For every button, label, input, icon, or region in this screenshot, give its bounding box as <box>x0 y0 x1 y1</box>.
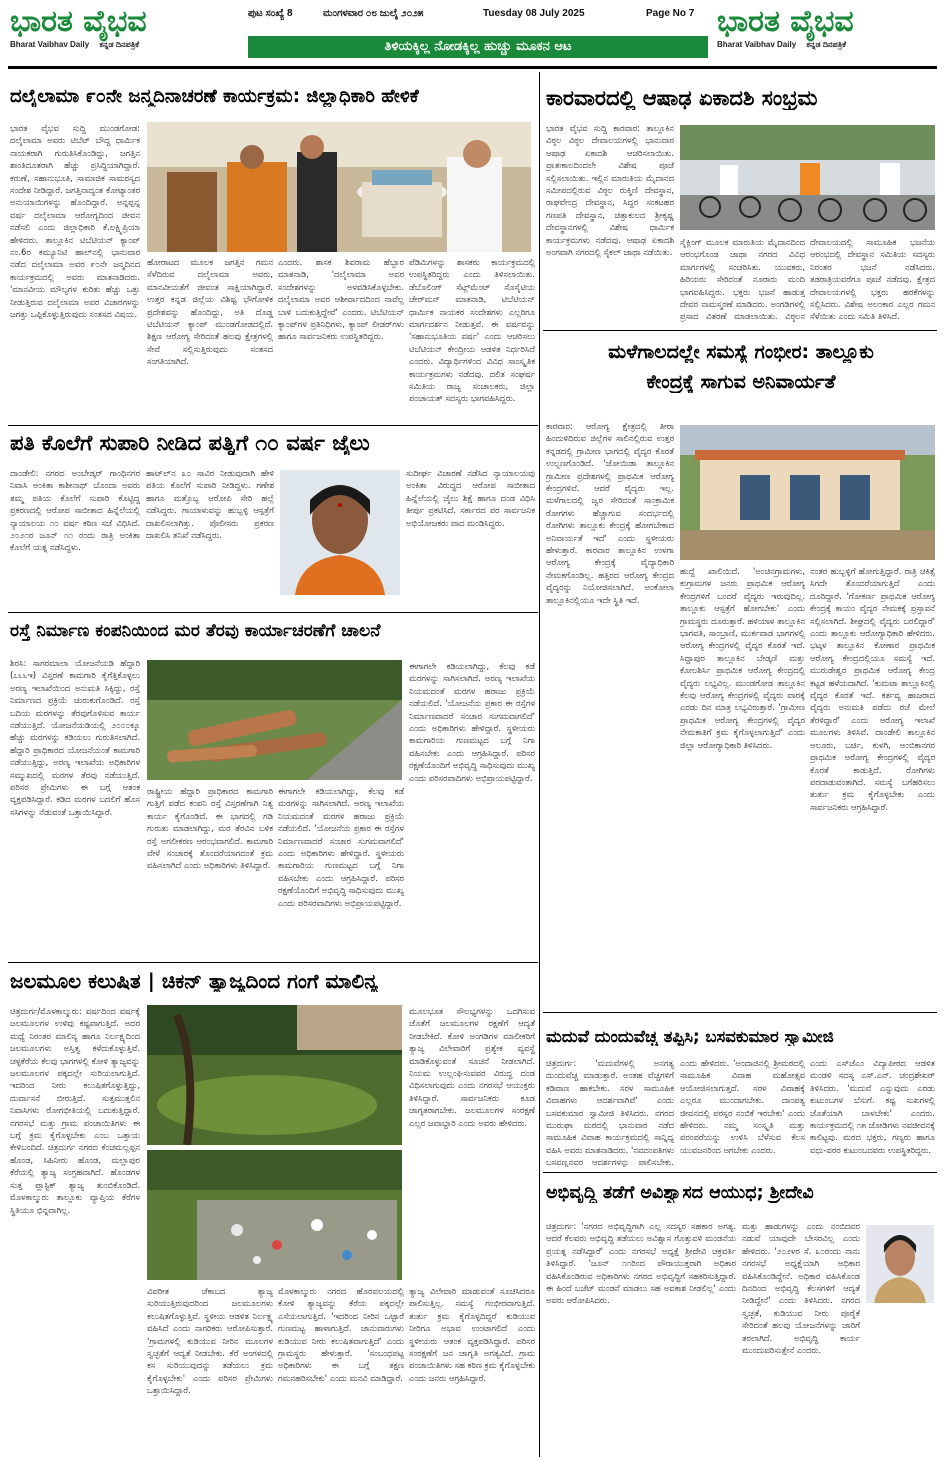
article-ashada-col1 <box>546 122 674 322</box>
article-health-col1 <box>546 420 674 955</box>
masthead-left <box>10 5 235 59</box>
masthead-title-right: ಭಾರತ ವೈಭವ <box>717 4 854 39</box>
article-tree-col3 <box>278 785 404 957</box>
masthead-title: ಭಾರತ ವೈಭವ <box>10 4 147 39</box>
article-dalai-lama-col5 <box>409 256 535 420</box>
article-text: ಭಾರತ ವೈಭವ ಸುದ್ದಿ ಕಾರವಾರ: ತಾಲ್ಲೂಕಿನ ವಿಠ್ಠಲ ವಿಠ್ಠಲ ದೇವಾಲಯಗಳಲ್ಲಿ ಭಾನುವಾರ ಆಷಾಢ ಏಕಾದಶಿ ಆಚರಿಸಲಾಯಿತು. ಪ್ರಾತಃಕಾಲದಿಂದಲೇ ವಿಶೇಷ ಪೂಜೆ ಸಲ್ಲಿಸಲಾಯಿತು. ಇಲ್ಲಿನ ಮಾರುತಿಯ ಮೈದಾನದ ಸಮೀಪದಲ್ಲಿರುವ ವಿಠ್ಠಲ ರುಕ್ಮಿಣಿ ದೇವಸ್ಥಾನ, ರಾಘವೇಂದ್ರ ದೇವಸ್ಥಾನ, ಸಿದ್ದರ ಸಂಕಟಹರ ಗಣಪತಿ ದೇವಸ್ಥಾನ, ಚಿತ್ತಾಕುಲದ ಶ್ರೀಕೃಷ್ಣ ದೇವಸ್ಥಾನಗಳಲ್ಲಿ ವಿಶೇಷ ಧಾರ್ಮಿಕ ಕಾರ್ಯಕ್ರಮಗಳು ನಡೆದವು. ಆಷಾಢ ಏಕಾದಶಿ ಅಂಗವಾಗಿ ನಗರದಲ್ಲಿ ಸೈಕಲ್‌ ಜಾಥಾ ನಡೆಯಿತು. <box>546 123 674 258</box>
article-water-col3 <box>278 1285 404 1455</box>
article-text: ಕಾರವಾರ: ಆರೋಗ್ಯ ಕ್ಷೇತ್ರದಲ್ಲಿ ತೀರಾ ಹಿಂದುಳಿದಿರುವ ಜಿಲ್ಲೆಗಳ ಸಾಲಿನಲ್ಲಿರುವ ಉತ್ತರ ಕನ್ನಡದಲ್ಲಿ ಗ್ರಾಮೀಣ ಭಾಗದಲ್ಲಿ ವೈದ್ಯರ ಕೊರತೆ ಉಲ್ಬಣಗೊಂಡಿದೆ. 'ಜೋಯಿಡಾ ತಾಲ್ಲೂಕಿನ ಗ್ರಾಮೀಣ ಪ್ರದೇಶಗಳಲ್ಲಿ ಪ್ರಾಥಮಿಕ ಆರೋಗ್ಯ ಕೇಂದ್ರಗಳಿವೆ. ಆದರೆ ವೈದ್ಯರು ಇಲ್ಲ. ಮಳೆಗಾಲದಲ್ಲಿ ಜ್ವರ ಸೇರಿದಂತೆ ಸಾಂಕ್ರಾಮಿಕ ರೋಗಗಳು ಹೆಚ್ಚಾಗುವ ಸಂದರ್ಭದಲ್ಲಿ ರೋಗಿಗಳು ತಾಲ್ಲೂಕು ಕೇಂದ್ರಕ್ಕೆ ಹೋಗಬೇಕಾದ ಅನಿವಾರ್ಯತೆ ಇದೆ' ಎಂದು ಸ್ಥಳೀಯರು ಹೇಳುತ್ತಾರೆ. ಕಾರವಾರ ತಾಲ್ಲೂಕಿನ ಉಳಗಾ ಆರೋಗ್ಯ ಕೇಂದ್ರಕ್ಕೆ ವೈದ್ಯಾಧಿಕಾರಿ ನೇಮಕಗೊಂಡಿಲ್ಲ. ಹತ್ತಿರದ ಆರೋಗ್ಯ ಕೇಂದ್ರದ ವೈದ್ಯರನ್ನು ನಿಯೋಜಿಸಲಾಗಿದೆ. ಅಂಕೋಲಾ ತಾಲ್ಲೂಕಿನಲ್ಲಿಯೂ ಇದೇ ಸ್ಥಿತಿ ಇದೆ. <box>546 421 674 605</box>
article-supari-col3 <box>406 467 535 607</box>
masthead-divider <box>8 66 937 69</box>
article-text: ಭಾರತ ವೈಭವ ಸುದ್ದಿ ಮುಂಡಗೋಡ: ದಲೈಲಾಮಾ ಅವರು ಟಿಬೆಟ್‌ ಬೌದ್ಧ ಧಾರ್ಮಿಕ ನಾಯಕರಾಗಿ ಗುರುತಿಸಿಕೊಂಡಿದ್ದು, ಜಗತ್ತಿನ ಶಾಂತಿದೂತರಾಗಿ ಹೆಚ್ಚು ಪ್ರಸಿದ್ಧಿಯಾಗಿದ್ದಾರೆ. ಕರುಣೆ, ಸಹಾನುಭೂತಿ, ಸಾಮಾಜಿಕ ಸಾಮರಸ್ಯದ ಸಂದೇಶ ನೀಡಿದ್ದಾರೆ. ಜಗತ್ತಿನಾದ್ಯಂತ ಕೋಟ್ಯಾಂತರ ಅನುಯಾಯಿಗಳನ್ನು ಹೊಂದಿದ್ದಾರೆ. ಅನ್ನಪ್ಪನ್ನ ವರ್ಷ ದಲೈಲಾಮಾ ಆರೋಗ್ಯದಿಂದ ಜೀವನ ನಡೆಸಲಿ ಎಂದು ಜಿಲ್ಲಾಧಿಕಾರಿ ಕೆ.ಲಕ್ಷ್ಮಿಪ್ರಿಯಾ ಹೇಳಿದರು. ತಾಲ್ಲೂಕಿನ ಟಿಬೆಟಿಯನ್‌ ಕ್ಯಾಂಪ್‌ ನಂ.6ರ ಕಮ್ಯೂನಿಟಿ ಹಾಲ್‌ನಲ್ಲಿ ಭಾನುವಾರ ನಡೆದ ದಲೈಲಾಮಾ ಅವರ ೯೦ನೇ ಜನ್ಮದಿನದ ಕಾರ್ಯಕ್ರಮದಲ್ಲಿ ಅವರು ಮಾತನಾಡಿದರು. 'ಮಾನವೀಯ ಮೌಲ್ಯಗಳ ಕುರಿತು ಹೆಚ್ಚು ಒತ್ತು ನೀಡುತ್ತಿರುವ ದಲೈಲಾಮಾ ಅವರ ವಿಚಾರಗಳನ್ನು ಜಗತ್ತು ಒಪ್ಪಿಕೊಳ್ಳುತ್ತಿರುವುದು ಸಂತಸದ ವಿಷಯ. <box>10 123 140 320</box>
masthead-subtitle-kn: ಕನ್ನಡ ದಿನಪತ್ರಿಕೆ <box>99 40 140 49</box>
article-marriage-col3 <box>810 1057 935 1167</box>
article-text: ಮೊಳಕಾಲ್ಮುರು ನಗರದ ಹೊರವಲಯದಲ್ಲಿ ಕೋಳಿ ತ್ಯಾಜ್ಯವನ್ನು ಕೆರೆಯ ಪಕ್ಕದಲ್ಲೇ ಎಸೆಯಲಾಗುತ್ತಿದೆ. 'ಇದರಿಂದ ನೀರಿನ ಒಟ್ಟಾರೆ ಗುಣಮಟ್ಟ ಹಾಳಾಗುತ್ತಿದೆ. ಜಾನುವಾರುಗಳು ಕುಡಿಯುವ ನೀರು ಕಲುಷಿತವಾಗುತ್ತಿದೆ' ಎಂದು ಗ್ರಾಮಸ್ಥರು ಹೇಳುತ್ತಾರೆ. 'ಸಂಬಂಧಪಟ್ಟ ಅಧಿಕಾರಿಗಳು ಈ ಬಗ್ಗೆ ತಕ್ಷಣ ಗಮನಹರಿಸಬೇಕು' ಎಂದು ಮನವಿ ಮಾಡಿದ್ದಾರೆ. <box>278 1286 404 1383</box>
article-tree-col2 <box>147 785 273 957</box>
section-divider <box>8 612 538 613</box>
article-dalai-lama-col1 <box>10 122 140 420</box>
article-text: ದಾಂಡೇಲಿ: ನಗರದ ಅಂಬೇಡ್ಕರ್‌ ಗಾಂಧಿನಗರ ನಿವಾಸಿ ಅಂಕಿತಾ ಕಾಶೀನಾಥ್‌ ಬೊಂದಾ ಅವರು ತಮ್ಮ ಪತಿಯ ಕೊಲೆಗೆ ಸುಪಾರಿ ಕೊಟ್ಟಿದ್ದ ಪ್ರಕರಣದಲ್ಲಿ ಆರೋಪ ಸಾಬೀತಾದ ಹಿನ್ನೆಲೆಯಲ್ಲಿ ನ್ಯಾಯಾಲಯ ೧೦ ವರ್ಷ ಕಠಿಣ ಸಜೆ ವಿಧಿಸಿದೆ. ೨೦೨೧ರ ಜೂನ್‌ ೧೧ ರಂದು ರಾತ್ರಿ ಅಂಕಿತಾ ಕೊಲೆಗೆ ಯತ್ನ ನಡೆಸಿದ್ದಳು. <box>10 468 140 553</box>
article-water-col5 <box>409 1285 535 1455</box>
article-text: ಸೈಕ್ಲಿಂಗ್‌ ಮೂಲಕ ಮಾರುತಿಯ ಮೈದಾನದಿಂದ ಆರಂಭಗೊಂಡ ಜಾಥಾ ನಗರದ ವಿವಿಧ ಮಾರ್ಗಗಳಲ್ಲಿ ಸಂಚರಿಸಿತು. ಯುವಕರು, ಹಿರಿಯರು ಸೇರಿದಂತೆ ನೂರಾರು ಮಂದಿ ಭಾಗವಹಿಸಿದ್ದರು. ಭಕ್ತರು ಭಜನೆ ಹಾಡುತ್ತ ದೇವರ ನಾಮಸ್ಮರಣೆ ಮಾಡಿದರು. ಅಂಗಡಿಗಳಲ್ಲಿ ಪ್ರಸಾದ ವಿತರಣೆ ಮಾಡಲಾಯಿತು. ವಿಠ್ಠಲನ <box>680 237 805 322</box>
issue-info-bar <box>248 8 708 24</box>
article-supari-col2 <box>146 467 274 607</box>
article-text: ರಾಷ್ಟ್ರೀಯ ಹೆದ್ದಾರಿ ಪ್ರಾಧಿಕಾರದ ಕಾಮಗಾರಿ ಗುತ್ತಿಗೆ ಪಡೆದ ಕಂಪನಿ ರಸ್ತೆ ವಿಸ್ತರಣೆಗಾಗಿ ನಿತ್ಯ ಕಾರ್ಯ ಕೈಗೊಂಡಿದೆ. ಈ ಭಾಗದಲ್ಲಿ ಗಡಿ ಗುರುತು ಮಾಡಲಾಗಿದ್ದು, ಮರ ತೆರವಿನ ಬಳಿಕ ರಸ್ತೆ ಅಗಲೀಕರಣ ಆರಂಭವಾಗಲಿದೆ. ಕಾಮಗಾರಿ ವೇಳೆ ಸಂಚಾರಕ್ಕೆ ತೊಂದರೆಯಾಗದಂತೆ ಕ್ರಮ ವಹಿಸಲಾಗಿದೆ ಎಂದು ಅಧಿಕಾರಿಗಳು ತಿಳಿಸಿದ್ದಾರೆ. <box>147 786 273 871</box>
photo-health-centre-building <box>680 425 935 560</box>
tagline-bar: ತಿಳಿಯಕ್ಕಿಲ್ಲ ನೋಡಕ್ಕಿಲ್ಲ ಹುಚ್ಚು ಮೂಕನ ಆಟ <box>248 36 708 58</box>
photo-dalai-lama-celebration <box>147 122 531 252</box>
article-text: ಎಂದು ಹೇಳಿದರು. 'ಅಂದಾಜಿನಲ್ಲಿ ಶ್ರೀಮಠದಲ್ಲಿ ಸಾಮೂಹಿಕ ವಿವಾಹ ಮಹೋತ್ಸವ ಆಯೋಜಿಸಲಾಗುತ್ತದೆ. ಸರಳ ವಿವಾಹಕ್ಕೆ ಎಲ್ಲರೂ ಮುಂದಾಗಬೇಕು. ದಾಂಪತ್ಯ ಜೀವನದಲ್ಲಿ ಪರಸ್ಪರ ನಂಬಿಕೆ ಇರಬೇಕು' ಎಂದು ಹೇಳಿದರು. ನಮ್ಮ ಸಂಸ್ಕೃತಿ ಮತ್ತು ಪರಂಪರೆಯನ್ನು ಉಳಿಸಿ ಬೆಳೆಸುವ ಕೆಲಸ ಯುವಜನರಿಂದ ಆಗಬೇಕು ಎಂದರು. <box>680 1058 805 1155</box>
article-dalai-lama-col2 <box>147 256 273 420</box>
article-text: ಚಿತ್ರದುರ್ಗ: 'ಮದುವೆಗಳಲ್ಲಿ ಅನಗತ್ಯ ದುಂದುವೆಚ್ಚ ಮಾಡುತ್ತಾರೆ. ಅಂತಹ ವೆಚ್ಚಗಳಿಗೆ ಕಡಿವಾಣ ಹಾಕಬೇಕು. ಸರಳ ಸಾಮೂಹಿಕ ವಿವಾಹಗಳು ಆದರ್ಶವಾಗಿವೆ' ಎಂದು ಬಸವಕುಮಾರ ಸ್ವಾಮೀಜಿ ತಿಳಿಸಿದರು. ನಗರದ ಮುರುಘಾ ಮಠದಲ್ಲಿ ಭಾನುವಾರ ನಡೆದ ಸಾಮೂಹಿಕ ವಿವಾಹ ಕಾರ್ಯಕ್ರಮದಲ್ಲಿ ಸಾನ್ನಿಧ್ಯ ವಹಿಸಿ ಅವರು ಮಾತನಾಡಿದರು. 'ನವದಂಪತಿಗಳು ಬಸವಣ್ಣನವರ ಆದರ್ಶಗಳನ್ನು ಪಾಲಿಸಬೇಕು. <box>546 1058 674 1167</box>
article-text: ತ್ಯಾಜ್ಯ ವಿಲೇವಾರಿ ಮಾಡುವಂತೆ ಸೂಚಿಸಿದರೂ ಪಾಲಿಸುತ್ತಿಲ್ಲ. ಸಮಸ್ಯೆ ಗಂಭೀರವಾಗುತ್ತಿದೆ. ತುರ್ತು ಕ್ರಮ ಕೈಗೊಳ್ಳದಿದ್ದರೆ ಕುಡಿಯುವ ನೀರಿಗೂ ಅಭಾವ ಉಂಟಾಗಲಿದೆ ಎಂದು ಸ್ಥಳೀಯರು ಆತಂಕ ವ್ಯಕ್ತಪಡಿಸಿದ್ದಾರೆ. ಪರಿಸರ ಸಂರಕ್ಷಣೆಗೆ ಜನ ಜಾಗೃತಿ ಅಗತ್ಯವಿದೆ. ಗ್ರಾಮ ಪಂಚಾಯಿತಿಗಳು ಸಹ ಕಠಿಣ ಕ್ರಮ ಕೈಗೊಳ್ಳಬೇಕು ಎಂದು ಜನರು ಆಗ್ರಹಿಸಿದ್ದಾರೆ. <box>409 1286 535 1383</box>
masthead-right <box>717 5 942 59</box>
headline-marriage: ಮದುವೆ ದುಂದುವೆಚ್ಚ ತಪ್ಪಿಸಿ; ಬಸವಕುಮಾರ ಸ್ವಾಮೀಜಿ <box>546 1028 834 1046</box>
photo-accused-woman <box>280 470 400 595</box>
article-text: ನಂತರ ಹುಬ್ಬಳ್ಳಿಗೆ ಹೋಗುತ್ತಿದ್ದಾರೆ. ರಾತ್ರಿ ಚಿಕಿತ್ಸೆ ಸಿಗದೇ ತೊಂದರೆಯಾಗುತ್ತಿದೆ ಎಂದು ದೂರಿದ್ದಾರೆ. 'ಗೋಕರ್ಣ ಪ್ರಾಥಮಿಕ ಆರೋಗ್ಯ ಕೇಂದ್ರಕ್ಕೆ ಕಾಯಂ ವೈದ್ಯರ ನೇಮಕಕ್ಕೆ ಪ್ರಸ್ತಾವನೆ ಸಲ್ಲಿಸಲಾಗಿದೆ. ಶೀಘ್ರದಲ್ಲಿ ವೈದ್ಯರು ಬರಲಿದ್ದಾರೆ' ಎಂದು ತಾಲ್ಲೂಕು ಆರೋಗ್ಯಾಧಿಕಾರಿ ಹೇಳಿದರು. ಭಟ್ಕಳ ತಾಲ್ಲೂಕಿನ ಕೋಣಾರ ಪ್ರಾಥಮಿಕ ಆರೋಗ್ಯ ಕೇಂದ್ರದಲ್ಲಿಯೂ ಸಮಸ್ಯೆ ಇದೆ. ಮುರುಡೇಶ್ವರ ಪ್ರಾಥಮಿಕ ಆರೋಗ್ಯ ಕೇಂದ್ರ ಕಟ್ಟಡ ಹಳೆಯದಾಗಿದೆ. 'ಕುಮಟಾ ತಾಲ್ಲೂಕಿನಲ್ಲಿ ವೈದ್ಯರ ಕೊರತೆ ಇದೆ. ಕರ್ತವ್ಯ ಹಾಜರಾದ ವೈದ್ಯರು ಅನುಮತಿ ಪಡೆದು ರಜೆ ಮೇಲೆ ತೆರಳಿದ್ದಾರೆ' ಎಂದು ಆರೋಗ್ಯ ಇಲಾಖೆ ಮೂಲಗಳು ತಿಳಿಸಿವೆ. ದಾಂಡೇಲಿ ತಾಲ್ಲೂಕಿನ ಅಲೂರು, ಬರ್ಚಿ, ಕುಳಗಿ, ಅಂಬಿಕಾನಗರ ಪ್ರಾಥಮಿಕ ಆರೋಗ್ಯ ಕೇಂದ್ರಗಳಲ್ಲಿ ವೈದ್ಯರ ಕೊರತೆ ಕಾಡುತ್ತಿದೆ. ರೋಗಿಗಳು ಪರದಾಡುವಂತಾಗಿದೆ. ಸಮಸ್ಯೆ ಬಗೆಹರಿಸಲು ತುರ್ತು ಕ್ರಮ ಕೈಗೊಳ್ಳಬೇಕು ಎಂದು ಸಾರ್ವಜನಿಕರು ಆಗ್ರಹಿಸಿದ್ದಾರೆ. <box>810 566 935 812</box>
article-supari-col1 <box>10 467 140 607</box>
article-water-col4 <box>409 1005 535 1280</box>
section-divider <box>543 330 937 331</box>
masthead-subtitle-en-right: Bharat Vaibhav Daily <box>717 40 797 49</box>
headline-ashada-ekadashi: ಕಾರವಾರದಲ್ಲಿ ಆಷಾಢ ಏಕಾದಶಿ ಸಂಭ್ರಮ <box>546 87 818 110</box>
article-text: ಎಂದರು. ಶಾಸಕ ಶಿವರಾಮ ಹೆಬ್ಬಾರ ಮಾತನಾಡಿ, 'ದಲೈಲಾಮಾ ಅವರ ಸಂದೇಶಗಳನ್ನು ಅಳವಡಿಸಿಕೊಳ್ಳಬೇಕು. ದಲೈಲಾಮಾ ಅವರ ಆಶೀರ್ವಾದದಿಂದ ನಾವೆಲ್ಲ ಬಾಳಿ ಬದುಕುತ್ತಿದ್ದೇವೆ' ಎಂದರು. ಟಿಬೆಟಿಯನ್‌ ಕ್ಯಾಂಪ್‌ಗಳ ಪ್ರತಿನಿಧಿಗಳು, ಕ್ಯಾಂಪ್‌ ಲೀಡರ್‌ಗಳು ಹಾಗೂ ಸಾರ್ವಜನಿಕರು ಉಪಸ್ಥಿತರಿದ್ದರು. <box>278 257 404 342</box>
article-text: ಹೋರಾಟದ ಮೂಲಕ ಜಗತ್ತಿನ ಗಮನ ಸೆಳೆದಿರುವ ದಲೈಲಾಮಾ ಅವರು, ಮಾನವೀಯತೆಗೆ ಜೀವಂತ ಸಾಕ್ಷಿಯಾಗಿದ್ದಾರೆ. ಉತ್ತರ ಕನ್ನಡ ಜಿಲ್ಲೆಯ ವಿಶಿಷ್ಟ ಭೌಗೋಳಿಕ ಪ್ರದೇಶವನ್ನು ಹೊಂದಿದ್ದು, ಅತಿ ದೊಡ್ಡ ಟಿಬೆಟಿಯನ್‌ ಕ್ಯಾಂಪ್‌ ಮುಂಡಗೋಡದಲ್ಲಿದೆ. ಶಿಕ್ಷಣ ಆರೋಗ್ಯ ಸೇರಿದಂತೆ ಹಲವು ಕ್ಷೇತ್ರಗಳಲ್ಲಿ ಸೇವೆ ಸಲ್ಲಿಸುತ್ತಿರುವುದು ಸಂತಸದ ಸಂಗತಿಯಾಗಿದೆ. <box>147 257 273 367</box>
article-text: ಸುದೀರ್ಘ ವಿಚಾರಣೆ ನಡೆಸಿದ ನ್ಯಾಯಾಲಯವು ಅಂಕಿತಾ ವಿರುದ್ಧದ ಆರೋಪ ಸಾಬೀತಾದ ಹಿನ್ನೆಲೆಯಲ್ಲಿ ಜೈಲು ಶಿಕ್ಷೆ ಹಾಗೂ ದಂಡ ವಿಧಿಸಿ ತೀರ್ಪು ಪ್ರಕಟಿಸಿದೆ. ಸರ್ಕಾರದ ಪರ ಸಾರ್ವಜನಿಕ ಅಭಿಯೋಜಕರು ವಾದ ಮಂಡಿಸಿದ್ದರು. <box>406 468 535 528</box>
article-text: ಈಗಾಗಲೇ ಕಡಿಯಲಾಗಿದ್ದು, ಕೆಲವು ಕಡೆ ಮರಗಳನ್ನು ಸಾಗಿಸಲಾಗಿದೆ. ಅರಣ್ಯ ಇಲಾಖೆಯ ನಿಯಮದಂತೆ ಮರಗಳ ಹರಾಜು ಪ್ರಕ್ರಿಯೆ ನಡೆಯಲಿದೆ. 'ಯೋಜನೆಯ ಪ್ರಕಾರ ಈ ರಸ್ತೆಗಳ ನಿರ್ಮಾಣವಾದರೆ ಸಂಚಾರ ಸುಗಮವಾಗಲಿದೆ' ಎಂದು ಅಧಿಕಾರಿಗಳು ಹೇಳಿದ್ದಾರೆ. ಸ್ಥಳೀಯರು ಕಾಮಗಾರಿಯ ಗುಣಮಟ್ಟದ ಬಗ್ಗೆ ನಿಗಾ ವಹಿಸಬೇಕು ಎಂದು ಆಗ್ರಹಿಸಿದ್ದಾರೆ. ಪರಿಸರ ರಕ್ಷಣೆಯೊಂದಿಗೆ ಅಭಿವೃದ್ಧಿ ಸಾಧಿಸುವುದು ಮುಖ್ಯ ಎಂದು ಪರಿಸರವಾದಿಗಳು ಅಭಿಪ್ರಾಯಪಟ್ಟಿದ್ದಾರೆ. <box>409 661 535 783</box>
section-divider <box>8 425 538 426</box>
article-health-col2 <box>680 565 805 955</box>
headline-health-centre-line2: ಕೇಂದ್ರಕ್ಕೆ ಸಾಗುವ ಅನಿವಾರ್ಯತೆ <box>646 372 836 393</box>
article-ashada-col2 <box>680 236 805 322</box>
section-divider <box>543 1172 937 1173</box>
masthead-subtitle-kn-right: ಕನ್ನಡ ದಿನಪತ್ರಿಕೆ <box>806 40 847 49</box>
photo-cycle-rally <box>680 125 935 230</box>
headline-health-centre: ಮಳೆಗಾಲದಲ್ಲೇ ಸಮಸ್ಯೆ ಗಂಭೀರ: ತಾಲ್ಲೂಕು <box>608 342 874 363</box>
date-english: Tuesday 08 July 2025 <box>483 8 585 19</box>
article-text: ವಿಪರೀತ ಚೆಕಾಬದ ತ್ಯಾಜ್ಯ ಸುರಿಯುತ್ತಿರುವುದರಿಂದ ಜಲಮೂಲಗಳು ಕಲುಷಿತಗೊಳ್ಳುತ್ತಿವೆ. ಸ್ಥಳೀಯ ಆಡಳಿತ ನಿರ್ಲಕ್ಷ್ಯ ವಹಿಸಿದೆ ಎಂದು ನಾಗರಿಕರು ಆರೋಪಿಸುತ್ತಾರೆ. 'ಗ್ರಾಮಗಳಲ್ಲಿ ಕುಡಿಯುವ ನೀರಿನ ಮೂಲಗಳ ಸ್ವಚ್ಛತೆಗೆ ಆದ್ಯತೆ ನೀಡಬೇಕು. ಕೆರೆ ಅಂಗಳದಲ್ಲಿ ಕಸ ಸುರಿಯುವುದನ್ನು ತಡೆಯಲು ಕ್ರಮ ಕೈಗೊಳ್ಳಬೇಕು' ಎಂದು ಪರಿಸರ ಪ್ರೇಮಿಗಳು ಒತ್ತಾಯಿಸಿದ್ದಾರೆ. <box>147 1286 273 1396</box>
photo-felled-trees <box>147 660 402 780</box>
article-text: ಮೂಲಭೂತ ಸೌಲಭ್ಯಗಳನ್ನು ಒದಗಿಸುವ ಜೊತೆಗೆ ಜಲಮೂಲಗಳ ರಕ್ಷಣೆಗೆ ಆದ್ಯತೆ ನೀಡಬೇಕಿದೆ. ಕೋಳಿ ಅಂಗಡಿಗಳ ಮಾಲೀಕರಿಗೆ ತ್ಯಾಜ್ಯ ವಿಲೇವಾರಿಗೆ ಪ್ರತ್ಯೇಕ ವ್ಯವಸ್ಥೆ ಮಾಡಿಕೊಳ್ಳುವಂತೆ ಸೂಚನೆ ನೀಡಲಾಗಿದೆ. ನಿಯಮ ಉಲ್ಲಂಘಿಸುವವರ ವಿರುದ್ಧ ದಂಡ ವಿಧಿಸಲಾಗುವುದು ಎಂದು ನಗರಸಭೆ ಆಯುಕ್ತರು ತಿಳಿಸಿದ್ದಾರೆ. ಸಾರ್ವಜನಿಕರು ಕೂಡ ಜಾಗೃತರಾಗಬೇಕು. ಜಲಮೂಲಗಳ ಸಂರಕ್ಷಣೆ ಎಲ್ಲರ ಜವಾಬ್ದಾರಿ ಎಂದು ಅವರು ಹೇಳಿದರು. <box>409 1006 535 1128</box>
article-text: ಶಿರಸಿ: ಸಾಗರಮಾಲಾ ಯೋಜನೆಯಡಿ ಹೆದ್ದಾರಿ (೭೬೬ಇ) ವಿಸ್ತರಣೆ ಕಾಮಗಾರಿ ಕೈಗೆತ್ತಿಕೊಳ್ಳಲು ಅರಣ್ಯ ಇಲಾಖೆಯಿಂದ ಅನುಮತಿ ಸಿಕ್ಕಿದ್ದು, ರಸ್ತೆ ನಿರ್ಮಾಣದ ಪ್ರಕ್ರಿಯೆ ಚುರುಕುಗೊಂಡಿದೆ. ರಸ್ತೆ ಬದಿಯ ಮರಗಳನ್ನು ತೆರವುಗೊಳಿಸುವ ಕಾರ್ಯ ನಡೆಯುತ್ತಿದೆ. ಯೋಜನೆಯಡಿಯಲ್ಲಿ ೨೦೦೦ಕ್ಕೂ ಹೆಚ್ಚು ಮರಗಳನ್ನು ಕಡಿಯಲು ಗುರುತಿಸಲಾಗಿದೆ. ಹೆದ್ದಾರಿ ಪ್ರಾಧಿಕಾರದ ಯೋಜನೆಯಂತೆ ಕಾಮಗಾರಿ ನಡೆಯುತ್ತಿದ್ದು, ಅರಣ್ಯ ಇಲಾಖೆಯ ಅಧಿಕಾರಿಗಳ ಸಮ್ಮುಖದಲ್ಲಿ ಮರಗಳ ತೆರವು ನಡೆಯುತ್ತಿದೆ. ಪರಿಸರ ಪ್ರೇಮಿಗಳು ಈ ಬಗ್ಗೆ ಆತಂಕ ವ್ಯಕ್ತಪಡಿಸಿದ್ದಾರೆ. ಕಡಿದ ಮರಗಳ ಬದಲಿಗೆ ಹೊಸ ಸಸಿಗಳನ್ನು ನೆಡುವಂತೆ ಒತ್ತಾಯಿಸಿದ್ದಾರೆ. <box>10 658 140 817</box>
article-text: ಹಾಟ್‌ಲ್‌ನ ೩೦ ಸಾವಿರ ನೀಡುವುದಾಗಿ ಹೇಳಿ ಪತಿಯ ಕೊಲೆಗೆ ಸುಪಾರಿ ನೀಡಿದ್ದಳು. ಗಣೇಶ ಹಾಗೂ ಮತ್ತೊಬ್ಬ ಆರೋಪಿ ಸೇರಿ ಹಲ್ಲೆ ನಡೆಸಿದ್ದರು. ಗಾಯಾಳುವನ್ನು ಹುಬ್ಬಳ್ಳಿ ಆಸ್ಪತ್ರೆಗೆ ದಾಖಲಿಸಲಾಗಿತ್ತು. ಪೊಲೀಸರು ಪ್ರಕರಣ ದಾಖಲಿಸಿ ತನಿಖೆ ನಡೆಸಿದ್ದರು. <box>146 468 274 541</box>
photo-waste-dump <box>147 1150 402 1280</box>
article-text: ದೇವಾಲಯದಲ್ಲಿ ಸಾಮೂಹಿಕ ಭಜನೆಯ ಆರಂಭದಲ್ಲಿ ದೇವಸ್ಥಾನ ಸಮಿತಿಯ ಸದಸ್ಯರು ನಿರಂತರ ಭಜನೆ ನಡೆಸಿದರು. ತಡರಾತ್ರಿಯವರೆಗೂ ಪೂಜೆ ನಡೆದವು. ಕ್ಷೇತ್ರದ ದೇವಾಲಯಗಳಲ್ಲಿ ಭಕ್ತರು ಹರಕೆಗಳನ್ನು ಸಲ್ಲಿಸಿದರು. ವಿಶೇಷ ಅಲಂಕಾರ ಎಲ್ಲರ ಗಮನ ಸೆಳೆಯಿತು ಎಂದು ಸಮಿತಿ ತಿಳಿಸಿದೆ. <box>810 237 935 322</box>
section-divider <box>8 962 538 963</box>
article-text: ಚಿತ್ರದುರ್ಗ/ಮೊಳಕಾಲ್ಮುರು: ವರ್ಷದಿಂದ ವರ್ಷಕ್ಕೆ ಜಲಮೂಲಗಳ ಉಳಿವು ಕಷ್ಟವಾಗುತ್ತಿದೆ. ಅದರ ಮಧ್ಯೆ ನಿರಂತರ ಮಾಲಿನ್ಯ ಹಾಗೂ ನಿರ್ಲಕ್ಷ್ಯದಿಂದ ಜಲಮೂಲಗಳು ಅಸ್ತಿತ್ವ ಕಳೆದುಕೊಳ್ಳುತ್ತಿವೆ. ಚಳ್ಳಕೆರೆಯ ಕೆಲವು ಭಾಗಗಳಲ್ಲಿ ಕೋಳಿ ತ್ಯಾಜ್ಯವನ್ನು ಜಲಮೂಲಗಳ ಪಕ್ಕದಲ್ಲೇ ಸುರಿಯಲಾಗುತ್ತಿದೆ. ಇದರಿಂದ ನೀರು ಕಲುಷಿತಗೊಳ್ಳುತ್ತಿದ್ದು, ದುರ್ವಾಸನೆ ಬೀರುತ್ತಿದೆ. ಸುತ್ತಮುತ್ತಲಿನ ನಿವಾಸಿಗಳು ರೋಗಭೀತಿಯಲ್ಲಿ ಬದುಕುತ್ತಿದ್ದಾರೆ. ನಗರಸಭೆ ಮತ್ತು ಗ್ರಾಮ ಪಂಚಾಯಿತಿಗಳು ಈ ಬಗ್ಗೆ ಕ್ರಮ ಕೈಗೊಳ್ಳಬೇಕು ಎಂಬ ಒತ್ತಾಯ ಕೇಳಿಬಂದಿದೆ. ಚಿತ್ರದುರ್ಗ ನಗರದ ಕೆಂಚಮಲ್ಲಪ್ಪನ ಹೊಂಡ, ಸಿಹಿನೀರು ಹೊಂಡ, ಮಲ್ಲಾಪುರ ಕೆರೆಯಲ್ಲಿ ತ್ಯಾಜ್ಯ ಸಂಗ್ರಹವಾಗಿದೆ. ಹೊಂಡಗಳ ಸುತ್ತ ಪ್ಲಾಸ್ಟಿಕ್‌ ತ್ಯಾಜ್ಯ ತುಂಬಿಕೊಂಡಿದೆ. ಮೊಳಕಾಲ್ಮುರು ತಾಲ್ಲೂಕು ವ್ಯಾಪ್ತಿಯ ಕೆರೆಗಳ ಸ್ಥಿತಿಯೂ ಭಿನ್ನವಾಗಿಲ್ಲ. <box>10 1006 140 1215</box>
headline-tree-clearing: ರಸ್ತೆ ನಿರ್ಮಾಣ ಕಂಪನಿಯಿಂದ ಮರ ತೆರವು ಕಾರ್ಯಾಚರಣೆಗೆ ಚಾಲನೆ <box>10 622 381 641</box>
masthead-subtitle-en: Bharat Vaibhav Daily <box>10 40 90 49</box>
article-marriage-col2 <box>680 1057 805 1167</box>
article-water-col1 <box>10 1005 140 1455</box>
article-water-col2 <box>147 1285 273 1455</box>
article-ashada-col3 <box>810 236 935 322</box>
photo-polluted-pond <box>147 1005 402 1145</box>
article-tree-col4 <box>409 660 535 957</box>
photo-sridevi <box>866 1225 934 1303</box>
date-kannada: ಮಂಗಳವಾರ ೦೮ ಜುಲೈ ೨೦೨೫ <box>323 8 424 19</box>
article-text: ಎಂದು ಎಸ್‌ಜೆಎಂ ವಿದ್ಯಾಪೀಠದ ಆಡಳಿತ ಮಂಡಳಿ ಸದಸ್ಯ ಎಸ್‌.ಎನ್‌. ಚಂದ್ರಶೇಖರ್‌ ತಿಳಿಸಿದರು. 'ಮದುವೆ ಎನ್ನುವುದು ಎರಡು ಕುಟುಂಬಗಳ ಬೆಸುಗೆ. ಕಷ್ಟ ಸುಖಗಳಲ್ಲಿ ಜೊತೆಯಾಗಿ ಬಾಳಬೇಕು' ಎಂದರು. ಕಾರ್ಯಕ್ರಮದಲ್ಲಿ ೧೫ ಜೋಡಿಗಳು ನವಜೀವನಕ್ಕೆ ಕಾಲಿಟ್ಟವು. ಮಠದ ಭಕ್ತರು, ಗಣ್ಯರು ಹಾಗೂ ವಧು-ವರರ ಕುಟುಂಬದವರು ಉಪಸ್ಥಿತರಿದ್ದರು. <box>810 1058 935 1155</box>
column-divider <box>539 72 540 1457</box>
headline-sridevi: ಅಭಿವೃದ್ಧಿ ತಡೆಗೆ ಅವಿಶ್ವಾಸದ ಆಯುಧ; ಶ್ರೀದೇವಿ <box>546 1184 814 1203</box>
headline-supari-case: ಪತಿ ಕೊಲೆಗೆ ಸುಪಾರಿ ನೀಡಿದ ಪತ್ನಿಗೆ ೧೦ ವರ್ಷ ಜೈಲು <box>10 432 370 455</box>
section-divider <box>543 1012 937 1013</box>
article-text: ಪೆಡಿಮಿಗಳನ್ನು ಶಾಸಕರು ಕಾರ್ಯಕ್ರಮದಲ್ಲಿ ಉಪಸ್ಥಿತರಿದ್ದರು ಎಂದು ತಿಳಿಸಲಾಯಿತು. ಡೆಬೊಲಿಂಗ್‌ ಸೆಟ್ಲ್‌ಮೆಂಟ್‌ ಸೊಸೈಟಿಯ ಚೇರ್‌ಮನ್‌ ಮಾತನಾಡಿ, ಟಿಬೆಟಿಯನ್‌ ಧಾರ್ಮಿಕ ನಾಯಕರ ಸಂದೇಶಗಳು ಎಲ್ಲರಿಗೂ ಮಾರ್ಗದರ್ಶನ ನೀಡುತ್ತವೆ. ಈ ವರ್ಷವನ್ನು 'ಸಹಾನುಭೂತಿಯ ವರ್ಷ' ಎಂದು ಆಚರಿಸಲು ಟಿಬೆಟಿಯನ್‌ ಕೇಂದ್ರೀಯ ಆಡಳಿತ ನಿರ್ಧರಿಸಿದೆ ಎಂದರು. ವಿದ್ಯಾರ್ಥಿಗಳಿಂದ ವಿವಿಧ ಸಾಂಸ್ಕೃತಿಕ ಕಾರ್ಯಕ್ರಮಗಳು ನಡೆದವು. ದಲಿತ ಸಂಘರ್ಷ ಸಮಿತಿಯ ರಾಜ್ಯ ಸಂಚಾಲಕರು, ಜಿಲ್ಲಾ ಪಂಚಾಯತ್‌ ಸದಸ್ಯರು ಭಾಗವಹಿಸಿದ್ದರು. <box>409 257 535 404</box>
headline-water-pollution: ಜಲಮೂಲ ಕಲುಷಿತ | ಚಿಕನ್ ತ್ಯಾಜ್ಯದಿಂದ ಗಂಗೆ ಮಾಲಿನ್ಯ <box>10 970 379 992</box>
issue-number: ಪುಟ ಸಂಖ್ಯೆ 8 <box>248 8 293 19</box>
article-sridevi-col1 <box>546 1220 736 1455</box>
article-marriage-col1 <box>546 1057 674 1167</box>
article-text: ಮತ್ತು ಹಾಡುಗಳನ್ನು ಎಂದು ನಂಬಿದವರ ನಡುವೆ ಯಾವುದೇ ಬೇಸರವಿಲ್ಲ ಎಂದು ಹೇಳಿದರು. '೨೦೨೪ರ ಸೆ. ೩೦ರಂದು ನಾನು ನಗರಸಭೆ ಅಧ್ಯಕ್ಷೆಯಾಗಿ ಅಧಿಕಾರ ವಹಿಸಿಕೊಂಡಿದ್ದೇನೆ. ಅಧಿಕಾರ ವಹಿಸಿಕೊಂಡ ದಿನದಿಂದ ಅಭಿವೃದ್ಧಿ ಕೆಲಸಗಳಿಗೆ ಆದ್ಯತೆ ನೀಡಿದ್ದೇನೆ' ಎಂದು ತಿಳಿಸಿದರು. ನಗರದ ಸ್ವಚ್ಛತೆ, ಕುಡಿಯುವ ನೀರು ಪೂರೈಕೆ ಸೇರಿದಂತೆ ಹಲವು ಯೋಜನೆಗಳನ್ನು ಜಾರಿಗೆ ತರಲಾಗಿದೆ. ಅಭಿವೃದ್ಧಿ ಕಾರ್ಯ ಮುಂದುವರಿಸುತ್ತೇನೆ ಎಂದರು. <box>742 1221 860 1356</box>
article-text: ಈಗಾಗಲೇ ಕಡಿಯಲಾಗಿದ್ದು, ಕೆಲವು ಕಡೆ ಮರಗಳನ್ನು ಸಾಗಿಸಲಾಗಿದೆ. ಅರಣ್ಯ ಇಲಾಖೆಯ ನಿಯಮದಂತೆ ಮರಗಳ ಹರಾಜು ಪ್ರಕ್ರಿಯೆ ನಡೆಯಲಿದೆ. 'ಯೋಜನೆಯ ಪ್ರಕಾರ ಈ ರಸ್ತೆಗಳ ನಿರ್ಮಾಣವಾದರೆ ಸಂಚಾರ ಸುಗಮವಾಗಲಿದೆ' ಎಂದು ಅಧಿಕಾರಿಗಳು ಹೇಳಿದ್ದಾರೆ. ಸ್ಥಳೀಯರು ಕಾಮಗಾರಿಯ ಗುಣಮಟ್ಟದ ಬಗ್ಗೆ ನಿಗಾ ವಹಿಸಬೇಕು ಎಂದು ಆಗ್ರಹಿಸಿದ್ದಾರೆ. ಪರಿಸರ ರಕ್ಷಣೆಯೊಂದಿಗೆ ಅಭಿವೃದ್ಧಿ ಸಾಧಿಸುವುದು ಮುಖ್ಯ ಎಂದು ಪರಿಸರವಾದಿಗಳು ಅಭಿಪ್ರಾಯಪಟ್ಟಿದ್ದಾರೆ. <box>278 786 404 908</box>
article-tree-col1 <box>10 657 140 957</box>
article-text: ಚಿತ್ರದುರ್ಗ: 'ನಗರದ ಅಭಿವೃದ್ಧಿಗಾಗಿ ಎಲ್ಲ ಸದಸ್ಯರ ಸಹಕಾರ ಅಗತ್ಯ. ಆದರೆ ಕೆಲವರು ಅಭಿವೃದ್ಧಿ ತಡೆಯಲು ಅವಿಶ್ವಾಸ ಗೊತ್ತುವಳಿ ಮಂಡನೆಯ ಪ್ರಯತ್ನ ನಡೆಸಿದ್ದಾರೆ' ಎಂದು ನಗರಸಭೆ ಅಧ್ಯಕ್ಷೆ ಶ್ರೀದೇವಿ ಚಕ್ರವರ್ತಿ ತಿಳಿಸಿದ್ದಾರೆ. 'ಜೂನ್‌ ೧೧ರಿಂದ ಪೌರಾಯುಕ್ತರಾಗಿ ಅಧಿಕಾರ ವಹಿಸಿಕೊಂಡಿರುವ ಅಧಿಕಾರಿಗಳು ನಗರದ ಅಭಿವೃದ್ಧಿಗೆ ಸಹಕರಿಸುತ್ತಿದ್ದಾರೆ. ಈ ಹಿಂದೆ ಬಜೆಟ್‌ ಮಂಡನೆ ಮಾಡಲು ಸಹ ಅವಕಾಶ ನೀಡಲಿಲ್ಲ' ಎಂದು ಅವರು ಆರೋಪಿಸಿದರು. <box>546 1221 736 1306</box>
article-sridevi-col2 <box>742 1220 860 1455</box>
article-dalai-lama-col3 <box>278 256 404 420</box>
headline-dalai-lama: ದಲೈಲಾಮಾ ೯೦ನೇ ಜನ್ಮದಿನಾಚರಣೆ ಕಾರ್ಯಕ್ರಮ: ಜಿಲ್ಲಾಧಿಕಾರಿ ಹೇಳಿಕೆ <box>10 87 419 107</box>
article-text: ಹುದ್ದೆ ಖಾಲಿಯಿದೆ. 'ಅಂಚಿನಗ್ರಾಮಗಳು, ಕುಗ್ರಾಮಗಳ ಜನರು ಪ್ರಾಥಮಿಕ ಆರೋಗ್ಯ ಕೇಂದ್ರಗಳಿಗೆ ಬಂದರೆ ವೈದ್ಯರು ಇರುವುದಿಲ್ಲ. ತಾಲ್ಲೂಕು ಆಸ್ಪತ್ರೆಗೆ ಹೋಗಬೇಕು' ಎಂದು ಗ್ರಾಮಸ್ಥರು ದೂರುತ್ತಾರೆ. ಹಳಿಯಾಳ ತಾಲ್ಲೂಕಿನ ಭಾಗವತಿ, ಸಾಂಬ್ರಾಣಿ, ಮುರ್ಕವಾಡ ಭಾಗಗಳಲ್ಲಿ ಆರೋಗ್ಯ ಕೇಂದ್ರಗಳಲ್ಲಿ ವೈದ್ಯರ ಕೊರತೆ ಇದೆ. ಸಿದ್ದಾಪುರ ತಾಲ್ಲೂಕಿನ ಬೇಡ್ಕಣಿ ಮತ್ತು ಕೋಲಶಿರ್ಸಿ ಪ್ರಾಥಮಿಕ ಆರೋಗ್ಯ ಕೇಂದ್ರದಲ್ಲಿ ವೈದ್ಯರು ಲಭ್ಯವಿಲ್ಲ. ಮುಂಡಗೋಡ ತಾಲ್ಲೂಕಿನ ಕೆಲವು ಆರೋಗ್ಯ ಕೇಂದ್ರಗಳಲ್ಲಿ ವೈದ್ಯರು ವಾರಕ್ಕೆ ಎರಡು ದಿನ ಮಾತ್ರ ಲಭ್ಯವಿರುತ್ತಾರೆ. 'ಗ್ರಾಮೀಣ ಪ್ರಾಥಮಿಕ ಆರೋಗ್ಯ ಕೇಂದ್ರಗಳಲ್ಲಿ ವೈದ್ಯರ ನೇಮಕಾತಿಗೆ ಕ್ರಮ ಕೈಗೊಳ್ಳಲಾಗುತ್ತಿದೆ' ಎಂದು ಜಿಲ್ಲಾ ಆರೋಗ್ಯಾಧಿಕಾರಿ ತಿಳಿಸಿದರು. <box>680 566 805 750</box>
page-number: Page No 7 <box>646 8 695 19</box>
article-health-col3 <box>810 565 935 955</box>
